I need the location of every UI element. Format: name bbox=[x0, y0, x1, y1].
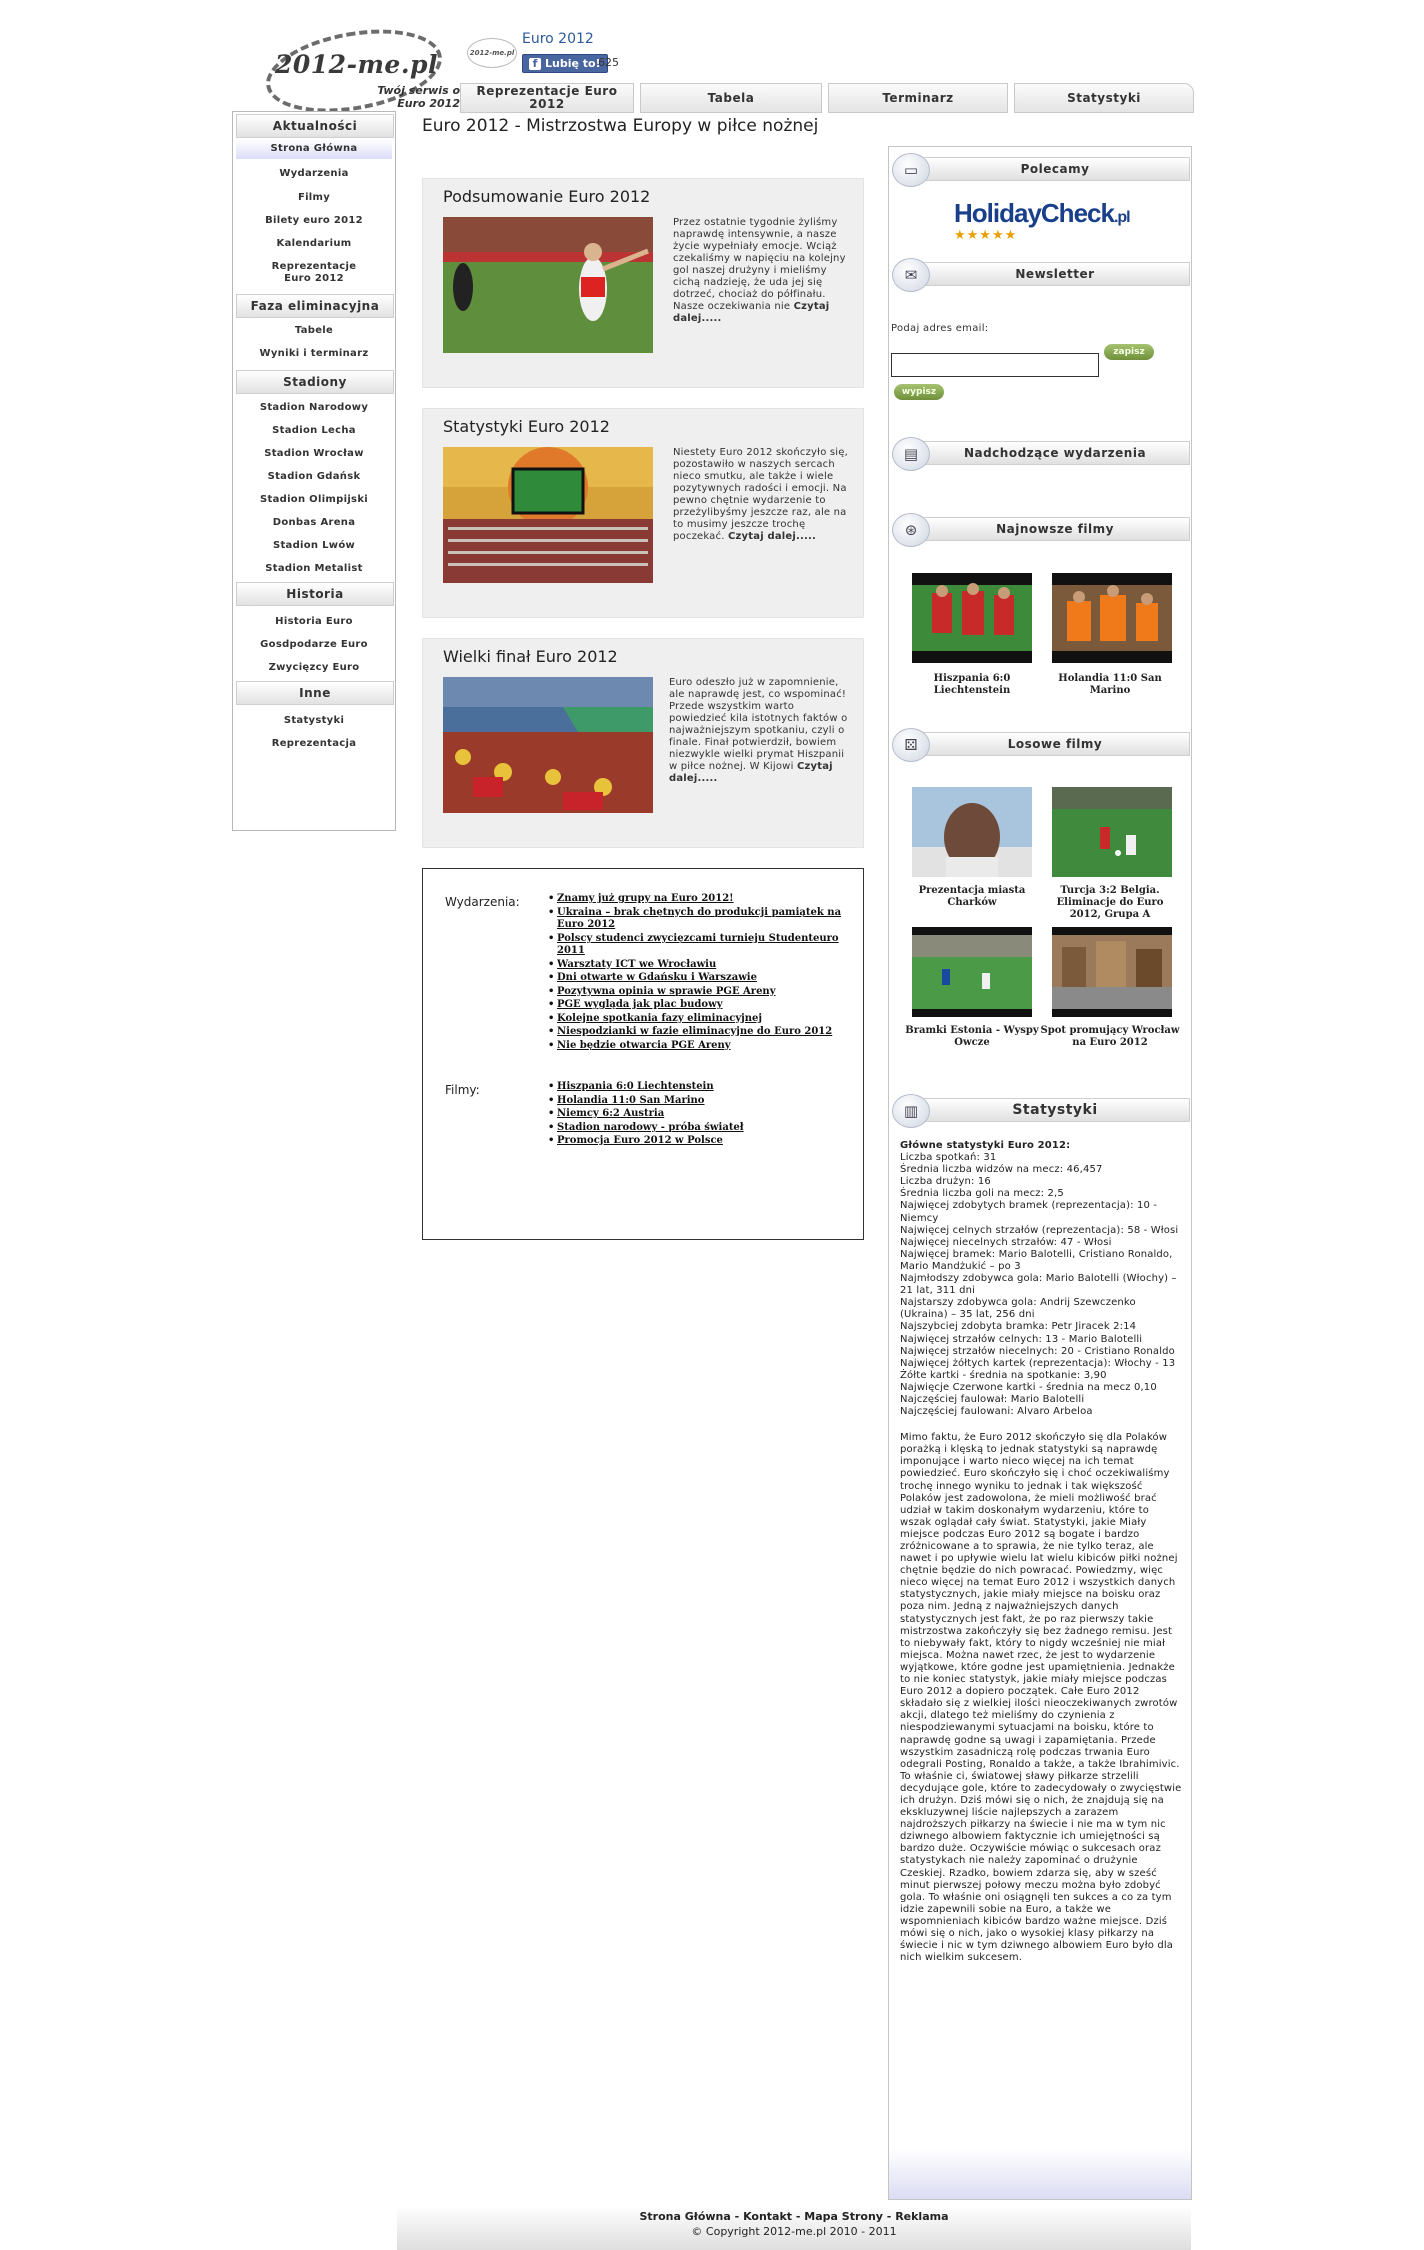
mail-icon: ✉ bbox=[892, 258, 930, 292]
stats-body bbox=[900, 1140, 1182, 1964]
sidebar-item-stadion-gdansk[interactable]: Stadion Gdańsk bbox=[267, 471, 361, 482]
newsletter-header bbox=[888, 258, 1190, 286]
events-label: Wydarzenia: bbox=[445, 895, 520, 909]
rating-stars-icon: ★★★★★ bbox=[954, 228, 1018, 243]
stat-line: Średnia liczba widzów na mecz: 46,457 bbox=[900, 1164, 1103, 1176]
article-excerpt-text: Przez ostatnie tygodnie żyliśmy naprawdę intensywnie, a nasze życie wypełniały emocje. Wciąż czekaliśmy w napięciu na kolejny gol naszej drużyny i mieliśmy cichą nadzieję, że uda jej się dotrzeć, chociaż do półfinału. Nasze oczekiwania nie bbox=[673, 217, 846, 312]
sidebar-item-historia-euro[interactable]: Historia Euro bbox=[275, 616, 353, 627]
newsletter-title: Newsletter bbox=[920, 262, 1190, 286]
article-title[interactable]: Wielki finał Euro 2012 bbox=[443, 647, 618, 666]
video-caption-link[interactable]: Bramki Estonia - Wyspy Owcze bbox=[905, 1025, 1039, 1048]
footer-link-home[interactable]: Strona Główna bbox=[639, 2210, 731, 2223]
stat-line: Najwięcej zdobytych bramek (reprezentacja): 10 - Niemcy bbox=[900, 1200, 1158, 1224]
sidebar-heading-aktualnosci: Aktualności bbox=[236, 114, 394, 138]
holidaycheck-logo bbox=[954, 198, 1130, 229]
site-tagline: Twój serwis o Euro 2012 bbox=[377, 84, 460, 110]
stat-line: Najwięcej celnych strzałów (reprezentacja): 58 - Włosi bbox=[900, 1224, 1179, 1236]
video-thumbnail[interactable] bbox=[1052, 573, 1172, 663]
stat-line: Średnia liczba goli na mecz: 2,5 bbox=[900, 1188, 1064, 1200]
sidebar-item-kalendarium[interactable]: Kalendarium bbox=[276, 238, 352, 249]
copyright-text: © Copyright 2012-me.pl 2010 - 2011 bbox=[691, 2225, 897, 2238]
tab-reprezentacje[interactable]: Reprezentacje Euro 2012 bbox=[460, 83, 634, 113]
tab-statystyki[interactable]: Statystyki bbox=[1014, 83, 1194, 113]
event-link[interactable]: • Ukraina – brak chętnych do produkcji pamiątek na Euro 2012 bbox=[557, 907, 857, 932]
article-thumbnail[interactable] bbox=[443, 677, 653, 813]
video-thumbnail[interactable] bbox=[1052, 787, 1172, 877]
laptop-icon: ▭ bbox=[892, 153, 930, 187]
sidebar-item-stadion-narodowy[interactable]: Stadion Narodowy bbox=[259, 402, 369, 413]
stat-line: Najwięcej strzałów niecelnych: 20 - Cristiano Ronaldo bbox=[900, 1345, 1175, 1357]
facebook-like-label: Lubię to! bbox=[545, 57, 601, 70]
holidaycheck-tld: .pl bbox=[1113, 209, 1130, 226]
event-link[interactable]: • Polscy studenci zwycięzcami turnieju Studenteuro 2011 bbox=[557, 933, 857, 958]
sidebar-item-gospodarze-euro[interactable]: Gosdpodarze Euro bbox=[260, 639, 368, 650]
film-reel-icon: ⊛ bbox=[892, 513, 930, 547]
stat-line: Żółte kartki - średnia na spotkanie: 3,90 bbox=[900, 1369, 1107, 1381]
logo-text: 2012-me.pl bbox=[275, 50, 438, 79]
read-more-link[interactable]: Czytaj dalej..... bbox=[727, 531, 817, 542]
site-title-link[interactable]: Euro 2012 bbox=[522, 31, 594, 47]
chart-icon: ▥ bbox=[892, 1094, 930, 1128]
sidebar-item-reprezentacja[interactable]: Reprezentacja bbox=[271, 738, 357, 749]
holidaycheck-banner[interactable] bbox=[932, 188, 1144, 244]
tab-terminarz[interactable]: Terminarz bbox=[828, 83, 1008, 113]
newsletter-email-label: Podaj adres email: bbox=[891, 323, 989, 334]
left-sidebar bbox=[232, 111, 396, 831]
facebook-like-count: 625 bbox=[598, 56, 619, 69]
sidebar-item-stadion-lwow[interactable]: Stadion Lwów bbox=[272, 540, 356, 551]
films-list bbox=[547, 1081, 857, 1149]
stat-line: Najmłodszy zdobywca gola: Mario Balotelli (Włochy) – 21 lat, 311 dni bbox=[900, 1273, 1177, 1297]
sidebar-item-stadion-lecha[interactable]: Stadion Lecha bbox=[272, 425, 356, 436]
film-link[interactable]: • Niemcy 6:2 Austria bbox=[557, 1108, 857, 1121]
right-column-footer-gradient bbox=[889, 2149, 1191, 2199]
stat-line: Najczęściej faulowani: Alvaro Arbeloa bbox=[900, 1406, 1093, 1418]
event-link[interactable]: • PGE wygląda jak plac budowy bbox=[557, 999, 857, 1012]
calendar-icon: ▤ bbox=[892, 437, 930, 471]
video-caption-link[interactable]: Spot promujący Wrocław na Euro 2012 bbox=[1040, 1025, 1180, 1048]
article-thumbnail[interactable] bbox=[443, 217, 653, 353]
footer bbox=[397, 2206, 1191, 2250]
random-films-title: Losowe filmy bbox=[920, 732, 1190, 756]
article-title[interactable]: Statystyki Euro 2012 bbox=[443, 417, 610, 436]
video-caption-link[interactable]: Hiszpania 6:0 Liechtenstein bbox=[933, 673, 1011, 696]
stat-line: Najwięcje Czerwone kartki - średnia na mecz 0,10 bbox=[900, 1381, 1157, 1393]
stat-line: Najstarszy zdobywca gola: Andrij Szewczenko (Ukraina) – 35 lat, 256 dni bbox=[900, 1297, 1136, 1321]
film-link[interactable]: • Promocja Euro 2012 w Polsce bbox=[557, 1135, 857, 1148]
read-more-link[interactable]: Czytaj dalej..... bbox=[673, 301, 830, 324]
stats-paragraph: Mimo faktu, że Euro 2012 skończyło się dla Polaków porażką i klęską to jednak statystyki są naprawdę imponujące i warto nieco więcej na ich temat powiedzieć. Euro skończyło się i choć oczekiwaliśmy trochę innego wyniku to jednak i tak większość Polaków jest zadowolona, że mieli możliwość brać udział w takim doskonałym wydarzeniu, które to wszak oglądał cały świat. Statystyki, jakie Miały miejsce podczas Euro 2012 są bogate i bardzo zróżnicowane a to sprawia, że nie tylko teraz, ale nawet i po upływie wielu lat wielu kibiców piłki nożnej chętnie będzie do nich powracać. Powiedzmy, więc nieco więcej na temat Euro 2012 i wszystkich danych statystycznych, jakie miały miejsce na boisku oraz poza nim. Jedną z najważniejszych danych statystycznych jest fakt, że po raz pierwszy takie mistrzostwa zakończyły się bez żadnego remisu. Jest to niebywały fakt, który to nigdy wcześniej nie miał miejsca. Można nawet rzec, że jest to wydarzenie wyjątkowe, które godne jest upamiętnienia. Jednakże to nie koniec statystyk, jakie miały miejsce podczas Euro 2012 a dopiero początek. Całe Euro 2012 składało się z wielkiej ilości nieoczekiwanych zwrotów akcji, dlatego też mieliśmy do czynienia z niespodziewanymi sytuacjami na boisku, które to naprawdę godne są uwagi i zapamiętania. Przede wszystkim zasadniczą rolę podczas trwania Euro odegrali Posting, Ronaldo a także, a także Ibrahimivic. To właśnie ci, światowej sławy piłkarze strzelili decydujące gole, które to zadecydowały o zwycięstwie ich drużyn. Dziś mówi się o nich, że znajdują się na ekskluzywnej liście najlepszych a zarazem najdroższych piłkarzy na świecie i nie ma w tym nic dziwnego albowiem faktycznie ich umiejętności są bardzo duże. Oczywiście mówiąc o sukcesach oraz statystykach nie należy zapominać o drużynie Czeskiej. Rzadko, bowiem zdarza się, aby w sześć minut pierwszej połowy meczu można było zdobyć gola. To właśnie oni osiągnęli ten sukces a co za tym idzie zapewnili sobie na Euro, a także we wspomnieniach kibiców bardzo ważne miejsce. Dziś mówi się o nich, jako o wysokiej klasy piłkarzy na świecie i nic w tym dziwnego albowiem Euro było dla nich wielkim sukcesem. bbox=[900, 1432, 1182, 1964]
article-excerpt bbox=[673, 447, 849, 543]
sidebar-heading-historia: Historia bbox=[236, 582, 394, 606]
sidebar-item-stadion-wroclaw[interactable]: Stadion Wrocław bbox=[264, 448, 364, 459]
film-link[interactable]: • Holandia 11:0 San Marino bbox=[557, 1095, 857, 1108]
film-link[interactable]: • Stadion narodowy - próba świateł bbox=[557, 1122, 857, 1135]
random-films-header bbox=[888, 728, 1190, 756]
tab-tabela[interactable]: Tabela bbox=[640, 83, 822, 113]
stats-header bbox=[888, 1094, 1190, 1122]
video-caption-link[interactable]: Turcja 3:2 Belgia. Eliminacje do Euro 2012, Grupa A bbox=[1056, 885, 1164, 920]
unsubscribe-button[interactable]: wypisz bbox=[894, 384, 944, 400]
footer-links bbox=[397, 2206, 1191, 2223]
footer-link-ads[interactable]: Reklama bbox=[895, 2210, 949, 2223]
article-excerpt-text: Euro odeszło już w zapomnienie, ale naprawdę jest, co wspominać! Przede wszystkim warto powiedzieć kila istotnych faktów o najważniejszym spotkaniu, czyli o finale. Finał potwierdził, bowiem niezwykle wielki prymat Hiszpanii w piłce nożnej. W Kijowi bbox=[669, 677, 848, 772]
stats-heading: Główne statystyki Euro 2012: bbox=[900, 1140, 1071, 1151]
stat-line: Najwięcej żółtych kartek (reprezentacja): Włochy - 13 bbox=[900, 1357, 1176, 1369]
event-link[interactable]: • Pozytywna opinia w sprawie PGE Areny bbox=[557, 986, 857, 999]
article-excerpt bbox=[669, 677, 849, 785]
article-card bbox=[422, 408, 864, 618]
upcoming-events-title: Nadchodzące wydarzenia bbox=[920, 441, 1190, 465]
events-list bbox=[547, 893, 857, 1053]
sidebar-item-zwyciezcy-euro[interactable]: Zwycięzcy Euro bbox=[268, 662, 360, 673]
article-thumbnail[interactable] bbox=[443, 447, 653, 583]
films-label: Filmy: bbox=[445, 1083, 480, 1097]
sidebar-heading-faza-eliminacyjna: Faza eliminacyjna bbox=[236, 294, 394, 318]
article-excerpt bbox=[673, 217, 849, 325]
video-thumbnail[interactable] bbox=[912, 787, 1032, 877]
dice-icon: ⚄ bbox=[892, 728, 930, 762]
footer-link-contact[interactable]: Kontakt bbox=[743, 2210, 793, 2223]
stat-line: Najczęściej faulował: Mario Balotelli bbox=[900, 1393, 1085, 1405]
subscribe-button[interactable]: zapisz bbox=[1104, 344, 1154, 360]
footer-separator: - bbox=[882, 2210, 896, 2223]
footer-separator: - bbox=[730, 2210, 744, 2223]
video-thumbnail[interactable] bbox=[912, 573, 1032, 663]
stat-line: Najszybciej zdobyta bramka: Petr Jiracek 2:14 bbox=[900, 1321, 1137, 1333]
event-link[interactable]: • Niespodzianki w fazie eliminacyjne do Euro 2012 bbox=[557, 1026, 857, 1039]
article-card bbox=[422, 178, 864, 388]
event-link[interactable]: • Nie będzie otwarcia PGE Areny bbox=[557, 1040, 857, 1053]
stat-line: Liczba drużyn: 16 bbox=[900, 1176, 991, 1188]
stat-line: Liczba spotkań: 31 bbox=[900, 1152, 997, 1164]
stat-line: Najwięcej bramek: Mario Balotelli, Cristiano Ronaldo, Mario Mandżukić – po 3 bbox=[900, 1248, 1173, 1272]
sidebar-item-wyniki[interactable]: Wyniki i terminarz bbox=[259, 348, 369, 359]
stat-line: Najwięcej strzałów celnych: 13 - Mario Balotelli bbox=[900, 1333, 1143, 1345]
newsletter-email-input[interactable] bbox=[891, 353, 1099, 377]
holidaycheck-brand: HolidayCheck bbox=[954, 198, 1114, 228]
article-card bbox=[422, 638, 864, 848]
latest-films-title: Najnowsze filmy bbox=[920, 517, 1190, 541]
sidebar-item-reprezentacje[interactable]: Reprezentacje Euro 2012 bbox=[271, 261, 357, 284]
sidebar-item-statystyki[interactable]: Statystyki bbox=[283, 715, 345, 726]
video-thumbnail[interactable] bbox=[912, 927, 1032, 1017]
stat-line: Najwięcej niecelnych strzałów: 47 - Włosi bbox=[900, 1236, 1112, 1248]
mini-logo: 2012-me.pl bbox=[467, 38, 517, 68]
sidebar-item-bilety[interactable]: Bilety euro 2012 bbox=[265, 215, 363, 226]
sidebar-item-strona-glowna[interactable]: Strona Główna bbox=[236, 139, 392, 159]
sidebar-item-tabele[interactable]: Tabele bbox=[294, 325, 334, 336]
links-box bbox=[422, 868, 864, 1240]
event-link[interactable]: • Znamy już grupy na Euro 2012! bbox=[557, 893, 857, 906]
article-excerpt-text: Niestety Euro 2012 skończyło się, pozostawiło w naszych sercach nieco smutku, ale także i wiele pozytywnych radości i emocji. Na pewno chętnie wydarzenie to przeżylibyśmy jeszcze raz, ale na to musimy jeszcze trochę poczekać. bbox=[673, 447, 849, 542]
sidebar-item-stadion-olimpijski[interactable]: Stadion Olimpijski bbox=[259, 494, 368, 505]
sidebar-item-filmy[interactable]: Filmy bbox=[297, 192, 331, 203]
polecamy-title: Polecamy bbox=[920, 157, 1190, 181]
footer-separator: - bbox=[792, 2210, 805, 2223]
video-caption-link[interactable]: Holandia 11:0 San Marino bbox=[1058, 673, 1162, 696]
upcoming-events-header bbox=[888, 437, 1190, 465]
film-link[interactable]: • Hiszpania 6:0 Liechtenstein bbox=[557, 1081, 857, 1094]
sidebar-item-donbas-arena[interactable]: Donbas Arena bbox=[272, 517, 356, 528]
event-link[interactable]: • Warsztaty ICT we Wrocławiu bbox=[557, 959, 857, 972]
polecamy-header bbox=[888, 153, 1190, 181]
latest-films-header bbox=[888, 513, 1190, 541]
event-link[interactable]: • Dni otwarte w Gdańsku i Warszawie bbox=[557, 972, 857, 985]
page-title: Euro 2012 - Mistrzostwa Europy w piłce nożnej bbox=[422, 116, 819, 136]
video-caption-link[interactable]: Prezentacja miasta Charków bbox=[918, 885, 1026, 908]
stats-title: Statystyki bbox=[920, 1098, 1190, 1122]
sidebar-heading-stadiony: Stadiony bbox=[236, 370, 394, 394]
sidebar-heading-inne: Inne bbox=[236, 681, 394, 705]
facebook-icon: f bbox=[529, 58, 541, 70]
read-more-link[interactable]: Czytaj dalej..... bbox=[669, 761, 833, 784]
footer-link-sitemap[interactable]: Mapa Strony bbox=[804, 2210, 883, 2223]
article-title[interactable]: Podsumowanie Euro 2012 bbox=[443, 187, 651, 206]
event-link[interactable]: • Kolejne spotkania fazy eliminacyjnej bbox=[557, 1013, 857, 1026]
video-thumbnail[interactable] bbox=[1052, 927, 1172, 1017]
sidebar-item-wydarzenia[interactable]: Wydarzenia bbox=[279, 168, 349, 179]
facebook-like-button[interactable] bbox=[522, 54, 608, 73]
sidebar-item-stadion-metalist[interactable]: Stadion Metalist bbox=[265, 563, 363, 574]
